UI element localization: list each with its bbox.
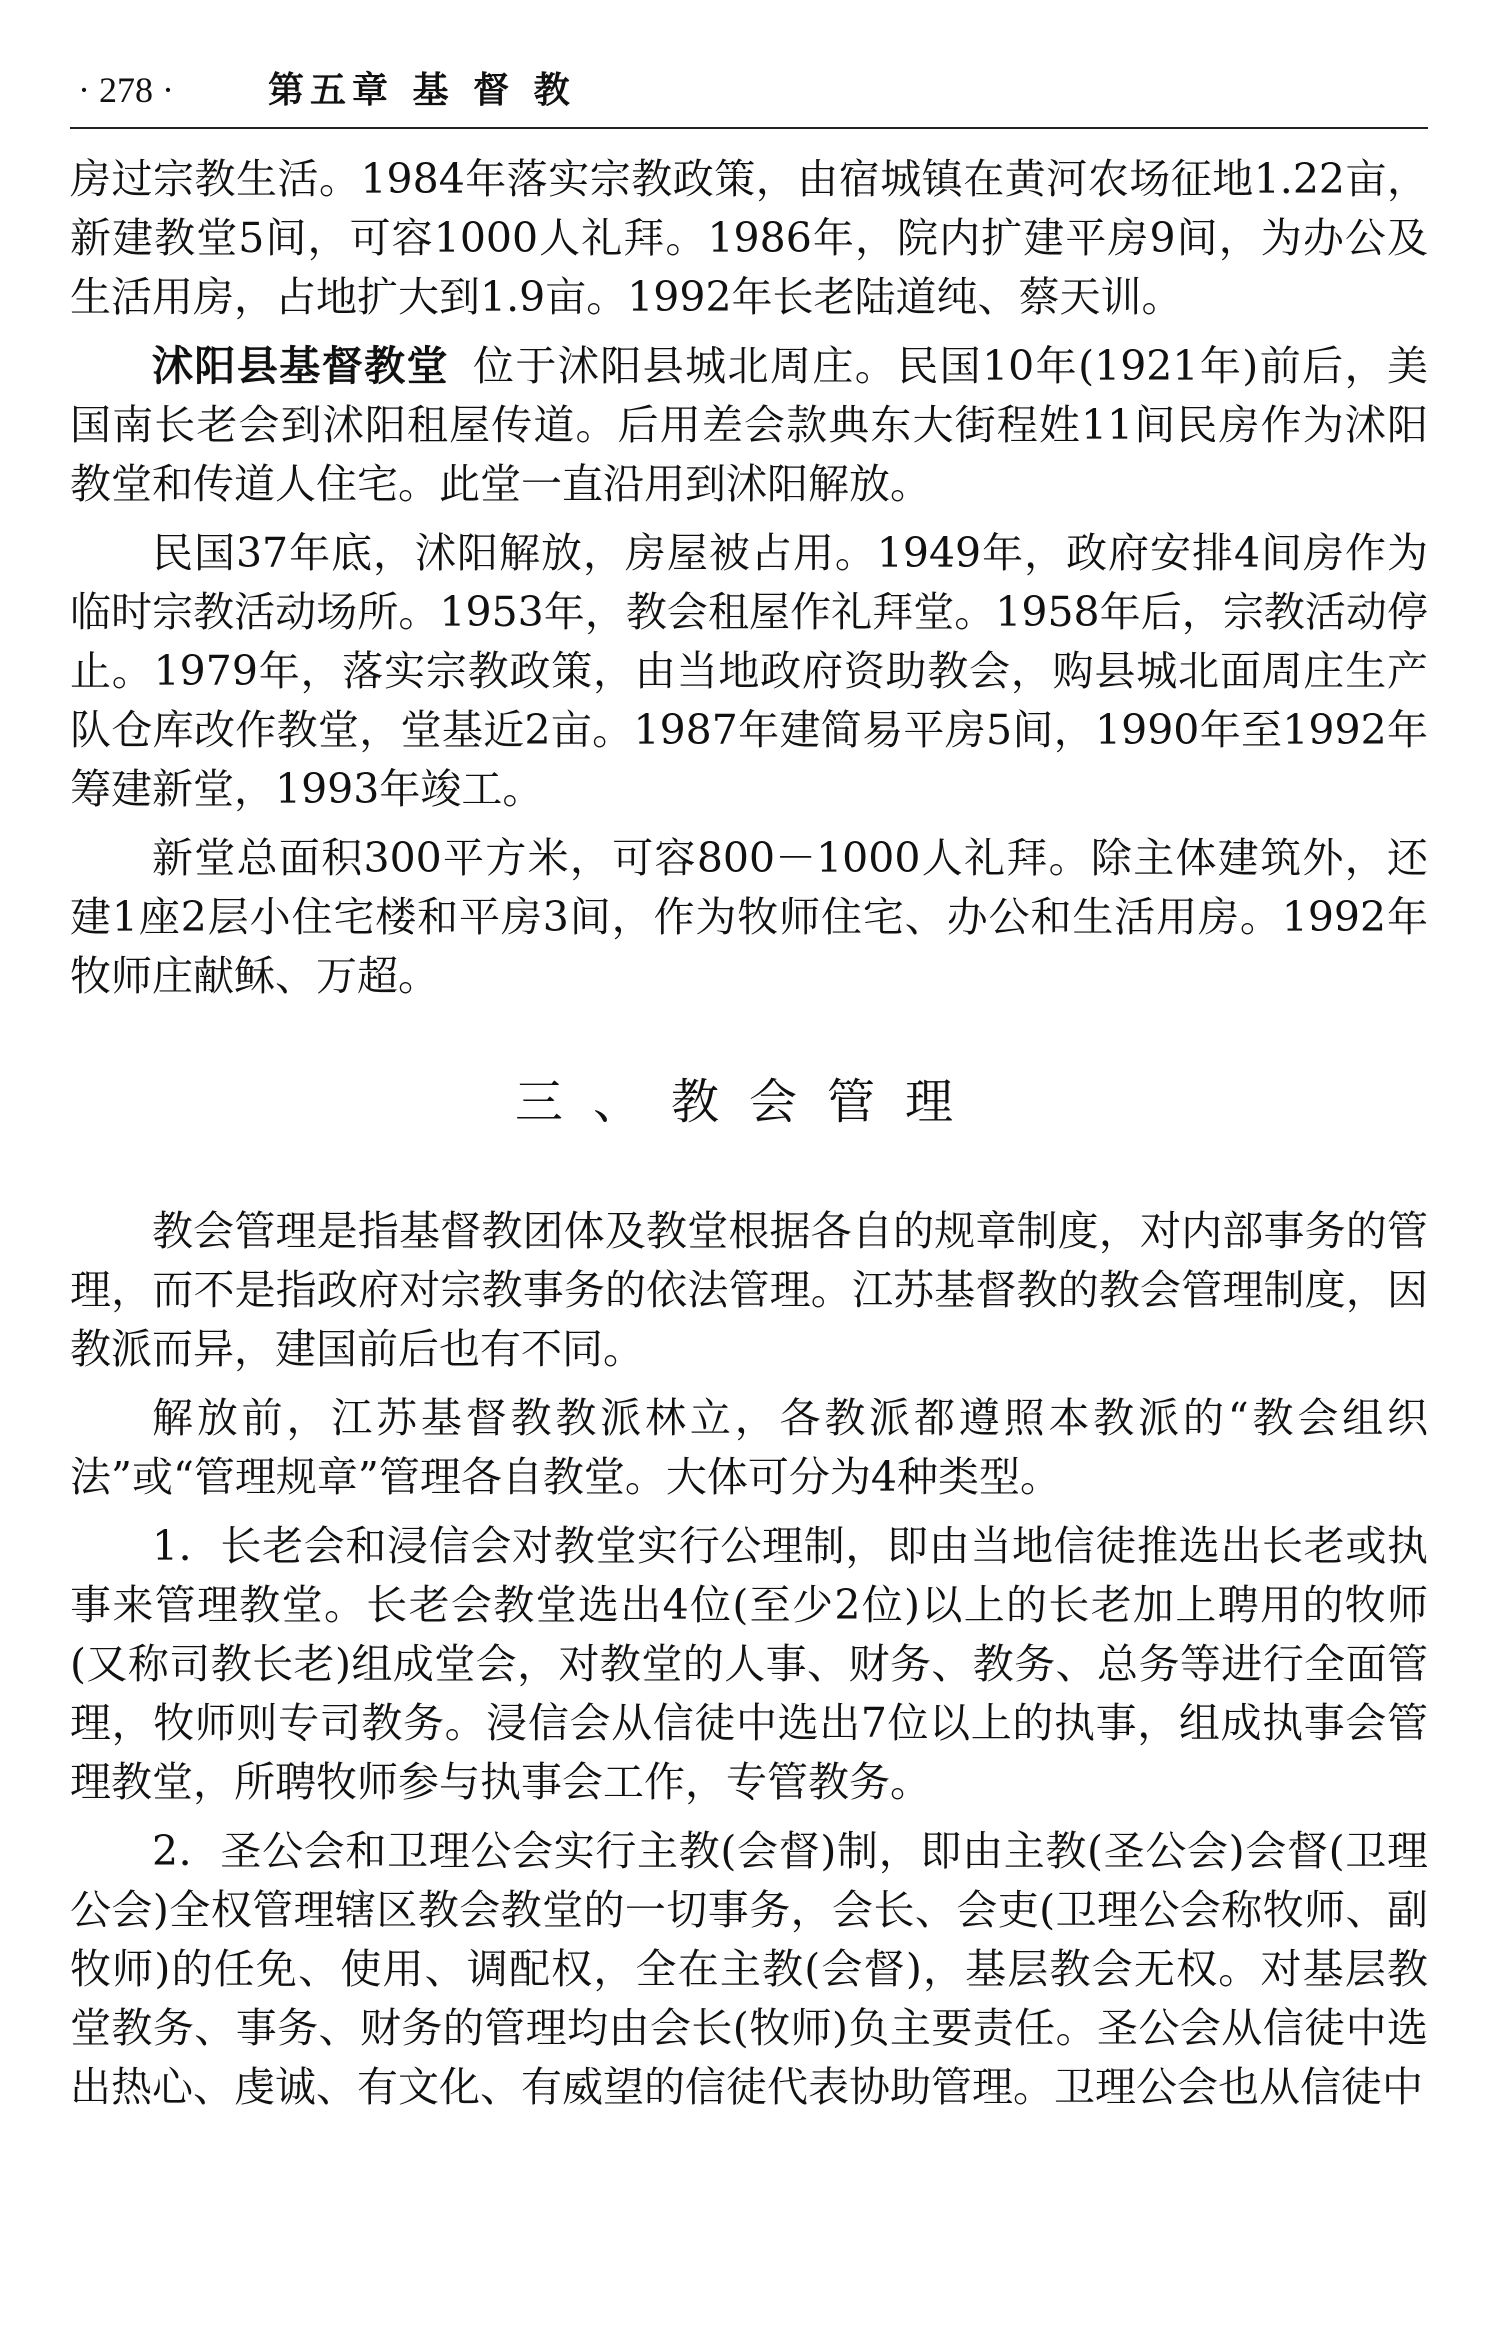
paragraph: 解放前，江苏基督教教派林立，各教派都遵照本教派的“教会组织法”或“管理规章”管理各自教堂。大体可分为4种类型。 (70, 1394, 1428, 1501)
paragraph-continued: 房过宗教生活。1984年落实宗教政策，由宿城镇在黄河农场征地1.22亩，新建教堂5间，可容1000人礼拜。1986年，院内扩建平房9间，为办公及生活用房，占地扩大到1.9亩。1992年长老陆道纯、蔡天训。 (70, 155, 1428, 321)
header-rule (70, 127, 1428, 129)
paragraph: 民国37年底，沭阳解放，房屋被占用。1949年，政府安排4间房作为临时宗教活动场所。1953年，教会租屋作礼拜堂。1958年后，宗教活动停止。1979年，落实宗教政策，由当地政府资助教会，购县城北面周庄生产队仓库改作教堂，堂基近2亩。1987年建简易平房5间，1990年至1992年筹建新堂，1993年竣工。 (70, 529, 1428, 813)
entry-text: 位于沭阳县城北周庄。民国10年(1921年)前后，美国南长老会到沭阳租屋传道。后用差会款典东大街程姓11间民房作为沭阳教堂和传道人住宅。此堂一直沿用到沭阳解放。 (70, 342, 1428, 508)
page-body (70, 150, 1428, 2127)
chapter-title: 第五章 基 督 教 (268, 69, 576, 111)
paragraph: 1．长老会和浸信会对教堂实行公理制，即由当地信徒推选出长老或执事来管理教堂。长老会教堂选出4位(至少2位)以上的长老加上聘用的牧师(又称司教长老)组成堂会，对教堂的人事、财务、教务、总务等进行全面管理，牧师则专司教务。浸信会从信徒中选出7位以上的执事，组成执事会管理教堂，所聘牧师参与执事会工作，专管教务。 (70, 1522, 1428, 1806)
paragraph: 新堂总面积300平方米，可容800－1000人礼拜。除主体建筑外，还建1座2层小住宅楼和平房3间，作为牧师住宅、办公和生活用房。1992年牧师庄献稣、万超。 (70, 834, 1428, 1000)
running-head (78, 60, 1423, 120)
entry-title: 沭阳县基督教堂 (152, 342, 449, 390)
page-number: · 278 · (78, 70, 174, 110)
paragraph: 2．圣公会和卫理公会实行主教(会督)制，即由主教(圣公会)会督(卫理公会)全权管理辖区教会教堂的一切事务，会长、会吏(卫理公会称牧师、副牧师)的任免、使用、调配权，全在主教(会督)，基层教会无权。对基层教堂教务、事务、财务的管理均由会长(牧师)负主要责任。圣公会从信徒中选出热心、虔诚、有文化、有威望的信徒代表协助管理。卫理公会也从信徒中 (70, 1827, 1428, 2111)
entry-paragraph (70, 337, 1428, 514)
section-heading: 三、教会管理 (514, 1074, 983, 1130)
paragraph: 教会管理是指基督教团体及教堂根据各自的规章制度，对内部事务的管理，而不是指政府对宗教事务的依法管理。江苏基督教的教会管理制度，因教派而异，建国前后也有不同。 (70, 1207, 1428, 1373)
